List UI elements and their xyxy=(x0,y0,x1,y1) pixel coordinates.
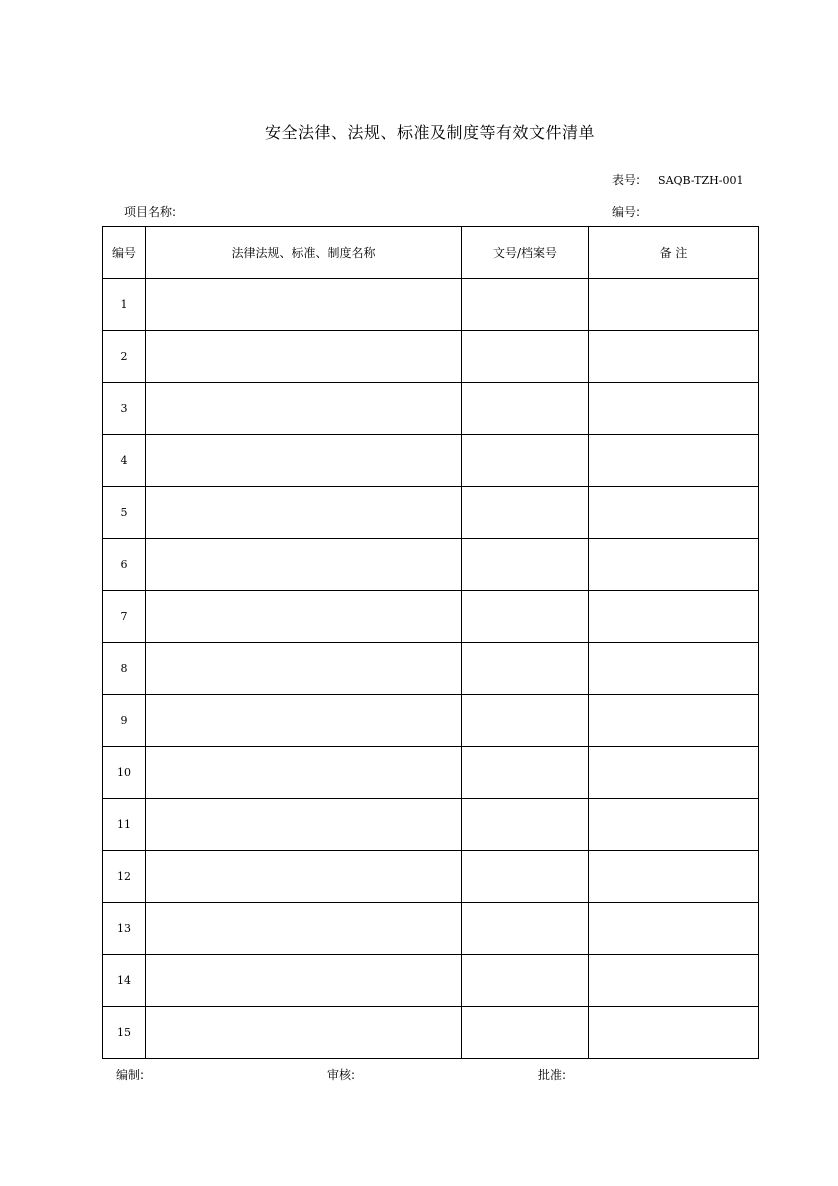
table-row xyxy=(103,1007,759,1059)
document-name-cell xyxy=(146,383,462,435)
row-number: 3 xyxy=(103,383,146,435)
table-row xyxy=(103,383,759,435)
file-number-cell xyxy=(462,851,589,903)
remarks-cell xyxy=(589,591,759,643)
document-name-cell xyxy=(146,747,462,799)
row-number: 6 xyxy=(103,539,146,591)
approved-by-label: 批准: xyxy=(538,1068,567,1082)
file-number-cell xyxy=(462,487,589,539)
document-name-cell xyxy=(146,643,462,695)
file-number-cell xyxy=(462,279,589,331)
remarks-cell xyxy=(589,851,759,903)
table-header-row xyxy=(103,227,759,279)
table-row xyxy=(103,903,759,955)
table-row xyxy=(103,695,759,747)
form-number-label: 表号: xyxy=(612,173,641,187)
document-name-cell xyxy=(146,955,462,1007)
row-number: 1 xyxy=(103,279,146,331)
table-row xyxy=(103,435,759,487)
remarks-cell xyxy=(589,487,759,539)
document-name-cell xyxy=(146,487,462,539)
remarks-cell xyxy=(589,383,759,435)
row-number: 4 xyxy=(103,435,146,487)
remarks-cell xyxy=(589,695,759,747)
remarks-cell xyxy=(589,435,759,487)
row-number: 10 xyxy=(103,747,146,799)
row-number: 2 xyxy=(103,331,146,383)
row-number: 15 xyxy=(103,1007,146,1059)
remarks-cell xyxy=(589,903,759,955)
table-row xyxy=(103,851,759,903)
serial-number-label: 编号: xyxy=(612,205,641,219)
row-number: 9 xyxy=(103,695,146,747)
header-file-number: 文号/档案号 xyxy=(462,227,589,279)
document-name-cell xyxy=(146,799,462,851)
table-row xyxy=(103,539,759,591)
table-row xyxy=(103,279,759,331)
row-number: 5 xyxy=(103,487,146,539)
file-number-cell xyxy=(462,903,589,955)
project-name-label: 项目名称: xyxy=(124,205,177,219)
table-row xyxy=(103,799,759,851)
reviewed-by-label: 审核: xyxy=(327,1068,356,1082)
document-list-table xyxy=(102,226,759,1059)
file-number-cell xyxy=(462,435,589,487)
header-number: 编号 xyxy=(103,227,146,279)
document-name-cell xyxy=(146,903,462,955)
table-row xyxy=(103,591,759,643)
header-document-name: 法律法规、标准、制度名称 xyxy=(146,227,462,279)
row-number: 12 xyxy=(103,851,146,903)
file-number-cell xyxy=(462,955,589,1007)
remarks-cell xyxy=(589,279,759,331)
file-number-cell xyxy=(462,1007,589,1059)
file-number-cell xyxy=(462,591,589,643)
row-number: 8 xyxy=(103,643,146,695)
document-name-cell xyxy=(146,851,462,903)
document-name-cell xyxy=(146,435,462,487)
file-number-cell xyxy=(462,383,589,435)
file-number-cell xyxy=(462,331,589,383)
row-number: 7 xyxy=(103,591,146,643)
row-number: 11 xyxy=(103,799,146,851)
row-number: 14 xyxy=(103,955,146,1007)
remarks-cell xyxy=(589,1007,759,1059)
table-row xyxy=(103,747,759,799)
document-name-cell xyxy=(146,279,462,331)
file-number-cell xyxy=(462,695,589,747)
document-name-cell xyxy=(146,591,462,643)
header-remarks: 备 注 xyxy=(589,227,759,279)
form-number-value: SAQB-TZH-001 xyxy=(658,174,744,187)
remarks-cell xyxy=(589,331,759,383)
remarks-cell xyxy=(589,799,759,851)
document-name-cell xyxy=(146,695,462,747)
table-row xyxy=(103,955,759,1007)
table-row xyxy=(103,643,759,695)
row-number: 13 xyxy=(103,903,146,955)
file-number-cell xyxy=(462,643,589,695)
document-name-cell xyxy=(146,331,462,383)
prepared-by-label: 编制: xyxy=(116,1068,145,1082)
file-number-cell xyxy=(462,747,589,799)
table-row xyxy=(103,487,759,539)
document-name-cell xyxy=(146,539,462,591)
document-title: 安全法律、法规、标准及制度等有效文件清单 xyxy=(264,123,595,142)
remarks-cell xyxy=(589,539,759,591)
form-number xyxy=(612,171,743,188)
file-number-cell xyxy=(462,539,589,591)
remarks-cell xyxy=(589,955,759,1007)
remarks-cell xyxy=(589,747,759,799)
document-name-cell xyxy=(146,1007,462,1059)
file-number-cell xyxy=(462,799,589,851)
table-row xyxy=(103,331,759,383)
remarks-cell xyxy=(589,643,759,695)
